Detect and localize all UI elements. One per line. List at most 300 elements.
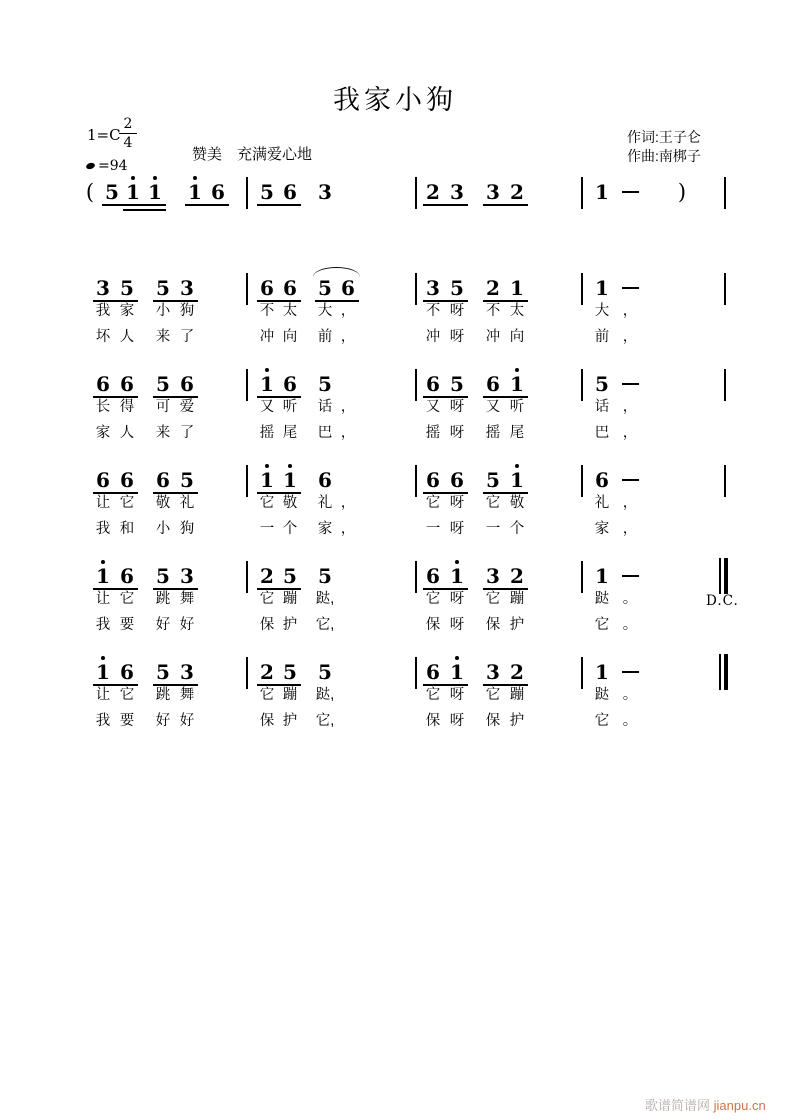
lyric-line1: 又	[485, 399, 501, 415]
high-octave-dot	[193, 176, 197, 180]
lyric-line2: 了	[179, 329, 195, 345]
note: 6	[283, 276, 297, 300]
lyric-line2: 保	[485, 713, 501, 729]
beam-underline	[423, 492, 468, 494]
note: 5	[180, 468, 194, 492]
lyric-line2: 向	[509, 329, 525, 345]
barline	[415, 273, 417, 305]
key-signature: 1=C	[87, 126, 121, 144]
note: 6	[120, 468, 134, 492]
barline	[415, 561, 417, 593]
lyric-line2: 尾	[282, 425, 298, 441]
song-title: 我家小狗	[333, 85, 457, 116]
lyric-line1: 家	[119, 303, 135, 319]
note: 1	[504, 373, 530, 395]
lyric-line1: 太	[282, 303, 298, 319]
slur-arc	[313, 267, 360, 277]
high-octave-dot	[265, 368, 269, 372]
note: 6	[283, 180, 297, 204]
note: 3	[426, 276, 440, 300]
lyric-line1: 它	[119, 591, 135, 607]
note: 6	[486, 372, 500, 396]
lyric-line2: 保	[425, 713, 441, 729]
barline	[724, 273, 726, 305]
tempo-value: =94	[98, 158, 128, 174]
beam-underline	[257, 588, 301, 590]
lyric-line2: 摇	[485, 425, 501, 441]
lyric-line1: 礼	[594, 495, 610, 511]
note: 3	[180, 276, 194, 300]
lyric-line1: 小	[155, 303, 171, 319]
beam-underline-2	[123, 209, 166, 211]
barline	[246, 369, 248, 401]
lyric-line1: 又	[259, 399, 275, 415]
note-head-icon	[85, 162, 95, 170]
time-numerator: 2	[119, 117, 137, 134]
lyric-line1: 让	[95, 591, 111, 607]
lyric-line2: 人	[119, 425, 135, 441]
high-octave-dot	[265, 464, 269, 468]
note: 1	[182, 181, 208, 203]
lyric-line2: 保	[425, 617, 441, 633]
lyricist-credit: 作词:王子仑	[627, 129, 701, 145]
note: 6	[426, 468, 440, 492]
note-dash	[622, 383, 639, 385]
lyric-line2: 好	[179, 617, 195, 633]
beam-underline	[93, 396, 138, 398]
lyric-line2: 冲	[259, 329, 275, 345]
note: 1	[120, 181, 146, 203]
lyric-line2: 它	[594, 713, 610, 729]
expression-marking: 赞美 充满爱心地	[192, 146, 313, 163]
beam-underline	[93, 492, 138, 494]
high-octave-dot	[101, 656, 105, 660]
beam-underline	[257, 684, 301, 686]
lyric-line2: 一	[259, 521, 275, 537]
final-barline-thin	[719, 558, 721, 594]
lyric-line2: 来	[155, 329, 171, 345]
lyric-line2: 好	[179, 713, 195, 729]
note-dash	[622, 671, 639, 673]
lyric-line1: 舞	[179, 591, 195, 607]
lyric-line1: ，	[340, 303, 356, 319]
high-octave-dot	[515, 368, 519, 372]
barline	[581, 273, 583, 305]
note: 1	[90, 661, 116, 683]
lyric-line1: 它	[425, 687, 441, 703]
lyric-line1: 跳	[155, 591, 171, 607]
lyric-line1: 敬	[282, 495, 298, 511]
lyric-line2: 尾	[509, 425, 525, 441]
note: 6	[426, 660, 440, 684]
beam-underline	[257, 204, 301, 206]
lyric-line1: 蹦	[282, 687, 298, 703]
note: 6	[595, 468, 609, 492]
note: 2	[260, 564, 274, 588]
lyric-line1: 呀	[449, 591, 465, 607]
barline	[724, 465, 726, 497]
lyric-line2: 好	[155, 713, 171, 729]
note-dash	[622, 479, 639, 481]
time-denominator: 4	[123, 135, 133, 151]
beam-underline	[185, 204, 229, 206]
note: 5	[260, 180, 274, 204]
lyric-line1: 不	[425, 303, 441, 319]
note: 6	[283, 372, 297, 396]
note: 5	[283, 660, 297, 684]
lyric-line1: 爱	[179, 399, 195, 415]
lyric-line2: 保	[259, 713, 275, 729]
note: 2	[260, 660, 274, 684]
barline	[415, 177, 417, 209]
barline	[724, 369, 726, 401]
note: 2	[510, 564, 524, 588]
note: 6	[156, 468, 170, 492]
beam-underline	[93, 300, 138, 302]
lyric-line1: 跳	[155, 687, 171, 703]
beam-underline	[483, 588, 528, 590]
high-octave-dot	[515, 464, 519, 468]
lyric-line1: 呀	[449, 399, 465, 415]
barline	[581, 177, 583, 209]
lyric-line1: 让	[95, 687, 111, 703]
note: 6	[318, 468, 332, 492]
beam-underline	[423, 684, 468, 686]
barline	[246, 177, 248, 209]
lyric-line2: 家	[95, 425, 111, 441]
lyric-line2: 了	[179, 425, 195, 441]
note: 3	[180, 660, 194, 684]
note-dash	[622, 191, 639, 193]
note: 5	[450, 372, 464, 396]
barline	[415, 657, 417, 689]
lyric-line1: 让	[95, 495, 111, 511]
lyric-line1: 它	[425, 591, 441, 607]
note: 5	[318, 564, 332, 588]
beam-underline	[153, 492, 198, 494]
lyric-line2: 要	[119, 617, 135, 633]
note: 1	[595, 276, 609, 300]
note: 2	[510, 660, 524, 684]
lyric-line1: 呀	[449, 303, 465, 319]
lyric-line1: 舞	[179, 687, 195, 703]
tempo-marking	[86, 158, 128, 174]
lyric-line2: ，	[340, 521, 356, 537]
final-barline-thick	[724, 654, 728, 690]
open-paren: (	[85, 180, 95, 204]
lyric-line2: 个	[509, 521, 525, 537]
note: 3	[96, 276, 110, 300]
note: 3	[486, 564, 500, 588]
lyric-line2: 呀	[449, 713, 465, 729]
lyric-line1: 它	[259, 687, 275, 703]
lyric-line2: 巴	[594, 425, 610, 441]
lyric-line1: 礼	[317, 495, 333, 511]
lyric-line1: 。	[622, 591, 638, 607]
lyric-line2: 它	[594, 617, 610, 633]
note: 1	[90, 565, 116, 587]
note: 5	[283, 564, 297, 588]
lyric-line1: 它	[425, 495, 441, 511]
note: 5	[156, 276, 170, 300]
lyric-line1: 跶	[594, 687, 610, 703]
lyric-line1: 呀	[449, 495, 465, 511]
note: 6	[120, 372, 134, 396]
final-barline-thin	[719, 654, 721, 690]
beam-underline	[483, 204, 528, 206]
lyric-line1: 我	[95, 303, 111, 319]
composer-credit: 作曲:南梆子	[627, 148, 701, 164]
lyric-line1: 话	[594, 399, 610, 415]
note: 5	[318, 372, 332, 396]
lyric-line2: 要	[119, 713, 135, 729]
high-octave-dot	[288, 464, 292, 468]
lyric-line2: 。	[622, 713, 638, 729]
lyric-line2: 来	[155, 425, 171, 441]
note: 1	[595, 180, 609, 204]
beam-underline	[257, 300, 301, 302]
note: 3	[180, 564, 194, 588]
lyric-line1: 礼	[179, 495, 195, 511]
barline	[724, 177, 726, 209]
beam-underline	[153, 588, 198, 590]
note: 1	[142, 181, 168, 203]
lyric-line2: 护	[282, 713, 298, 729]
lyric-line2: 个	[282, 521, 298, 537]
note: 1	[510, 276, 524, 300]
lyric-line2: 它,	[315, 713, 335, 729]
note: 6	[120, 660, 134, 684]
lyric-line1: 它	[485, 591, 501, 607]
note: 6	[450, 468, 464, 492]
note: 6	[341, 276, 355, 300]
high-octave-dot	[131, 176, 135, 180]
beam-underline	[483, 492, 528, 494]
lyric-line1: 不	[485, 303, 501, 319]
lyric-line2: 和	[119, 521, 135, 537]
lyric-line2: ，	[622, 425, 638, 441]
lyric-line2: ，	[340, 329, 356, 345]
high-octave-dot	[101, 560, 105, 564]
note: 5	[156, 372, 170, 396]
note: 5	[318, 660, 332, 684]
note: 5	[595, 372, 609, 396]
lyric-line1: 话	[317, 399, 333, 415]
note: 6	[426, 372, 440, 396]
note: 1	[595, 660, 609, 684]
note-dash	[622, 287, 639, 289]
beam-underline	[315, 300, 359, 302]
note: 5	[120, 276, 134, 300]
barline	[581, 657, 583, 689]
note: 6	[96, 372, 110, 396]
lyric-line1: 它	[119, 687, 135, 703]
note: 3	[318, 180, 332, 204]
lyric-line2: 一	[425, 521, 441, 537]
note: 1	[444, 565, 470, 587]
lyric-line2: 冲	[425, 329, 441, 345]
lyric-line1: 蹦	[282, 591, 298, 607]
barline	[581, 465, 583, 497]
note: 2	[510, 180, 524, 204]
lyric-line2: 护	[509, 617, 525, 633]
beam-underline	[423, 588, 468, 590]
lyric-line2: 护	[509, 713, 525, 729]
barline	[581, 369, 583, 401]
barline	[246, 657, 248, 689]
barline	[246, 273, 248, 305]
note: 5	[450, 276, 464, 300]
lyric-line2: 小	[155, 521, 171, 537]
lyric-line1: 。	[622, 687, 638, 703]
note: 6	[426, 564, 440, 588]
lyric-line1: 大	[594, 303, 610, 319]
lyric-line2: 它,	[315, 617, 335, 633]
lyric-line2: 一	[485, 521, 501, 537]
lyric-line1: 它	[259, 591, 275, 607]
lyric-line1: 蹦	[509, 591, 525, 607]
lyric-line2: 呀	[449, 425, 465, 441]
lyric-line1: 它	[485, 687, 501, 703]
note: 5	[156, 564, 170, 588]
beam-underline	[153, 396, 198, 398]
lyric-line2: ，	[622, 521, 638, 537]
lyric-line1: 呀	[449, 687, 465, 703]
note: 6	[120, 564, 134, 588]
lyric-line2: 摇	[425, 425, 441, 441]
note: 1	[595, 564, 609, 588]
beam-underline	[153, 684, 198, 686]
beam-underline	[93, 588, 138, 590]
beam-underline	[93, 684, 138, 686]
close-paren: )	[677, 180, 687, 204]
lyric-line2: 保	[259, 617, 275, 633]
note: 6	[180, 372, 194, 396]
lyric-line2: 前	[317, 329, 333, 345]
lyric-line2: 呀	[449, 521, 465, 537]
note: 3	[450, 180, 464, 204]
note: 3	[486, 180, 500, 204]
lyric-line1: 跶,	[315, 591, 335, 607]
lyric-line1: ，	[622, 399, 638, 415]
high-octave-dot	[455, 656, 459, 660]
note: 2	[486, 276, 500, 300]
lyric-line1: 又	[425, 399, 441, 415]
beam-underline	[483, 300, 528, 302]
lyric-line1: 听	[509, 399, 525, 415]
note: 6	[260, 276, 274, 300]
lyric-line1: ，	[340, 399, 356, 415]
barline	[246, 561, 248, 593]
barline	[415, 465, 417, 497]
lyric-line1: 大	[317, 303, 333, 319]
lyric-line2: 家	[317, 521, 333, 537]
barline	[415, 369, 417, 401]
lyric-line1: 敬	[509, 495, 525, 511]
note: 3	[486, 660, 500, 684]
lyric-line2: 我	[95, 521, 111, 537]
lyric-line1: 敬	[155, 495, 171, 511]
final-barline-thick	[724, 558, 728, 594]
note: 1	[444, 661, 470, 683]
lyric-line2: 冲	[485, 329, 501, 345]
high-octave-dot	[153, 176, 157, 180]
lyric-line1: 听	[282, 399, 298, 415]
lyric-line2: 摇	[259, 425, 275, 441]
note-dash	[622, 575, 639, 577]
barline	[581, 561, 583, 593]
lyric-line1: ，	[622, 495, 638, 511]
lyric-line1: 太	[509, 303, 525, 319]
note: 6	[211, 180, 225, 204]
watermark	[645, 1095, 766, 1114]
lyric-line2: 我	[95, 713, 111, 729]
note: 5	[318, 276, 332, 300]
beam-underline	[483, 396, 528, 398]
lyric-line2: 巴	[317, 425, 333, 441]
lyric-line1: 可	[155, 399, 171, 415]
beam-underline	[423, 396, 468, 398]
note: 5	[156, 660, 170, 684]
lyric-line2: 前	[594, 329, 610, 345]
beam-underline	[153, 300, 198, 302]
barline	[246, 465, 248, 497]
lyric-line1: 跶	[594, 591, 610, 607]
note: 1	[254, 469, 280, 491]
lyric-line1: 得	[119, 399, 135, 415]
lyric-line2: 家	[594, 521, 610, 537]
lyric-line1: 它	[259, 495, 275, 511]
lyric-line2: 狗	[179, 521, 195, 537]
note: 1	[504, 469, 530, 491]
lyric-line2: 呀	[449, 329, 465, 345]
lyric-line2: 坏	[95, 329, 111, 345]
dc-mark: D.C.	[706, 593, 739, 609]
beam-underline	[257, 492, 301, 494]
lyric-line1: 跶,	[315, 687, 335, 703]
lyric-line1: 长	[95, 399, 111, 415]
note: 2	[426, 180, 440, 204]
lyric-line1: ，	[340, 495, 356, 511]
lyric-line2: 。	[622, 617, 638, 633]
time-signature	[119, 117, 137, 150]
lyric-line2: ，	[340, 425, 356, 441]
lyric-line1: 它	[119, 495, 135, 511]
lyric-line1: 它	[485, 495, 501, 511]
lyric-line1: 狗	[179, 303, 195, 319]
lyric-line2: 呀	[449, 617, 465, 633]
beam-underline	[483, 684, 528, 686]
lyric-line1: ，	[622, 303, 638, 319]
lyric-line2: 向	[282, 329, 298, 345]
lyric-line2: 我	[95, 617, 111, 633]
lyric-line2: ，	[622, 329, 638, 345]
lyric-line2: 护	[282, 617, 298, 633]
note: 5	[105, 180, 119, 204]
beam-underline	[423, 300, 468, 302]
lyric-line1: 不	[259, 303, 275, 319]
beam-underline	[423, 204, 468, 206]
watermark-url: jianpu.cn	[713, 1098, 766, 1113]
beam-underline	[257, 396, 301, 398]
watermark-site-name: 歌谱简谱网	[645, 1098, 711, 1113]
high-octave-dot	[455, 560, 459, 564]
lyric-line2: 人	[119, 329, 135, 345]
lyric-line2: 保	[485, 617, 501, 633]
note: 1	[254, 373, 280, 395]
note: 5	[486, 468, 500, 492]
lyric-line1: 蹦	[509, 687, 525, 703]
